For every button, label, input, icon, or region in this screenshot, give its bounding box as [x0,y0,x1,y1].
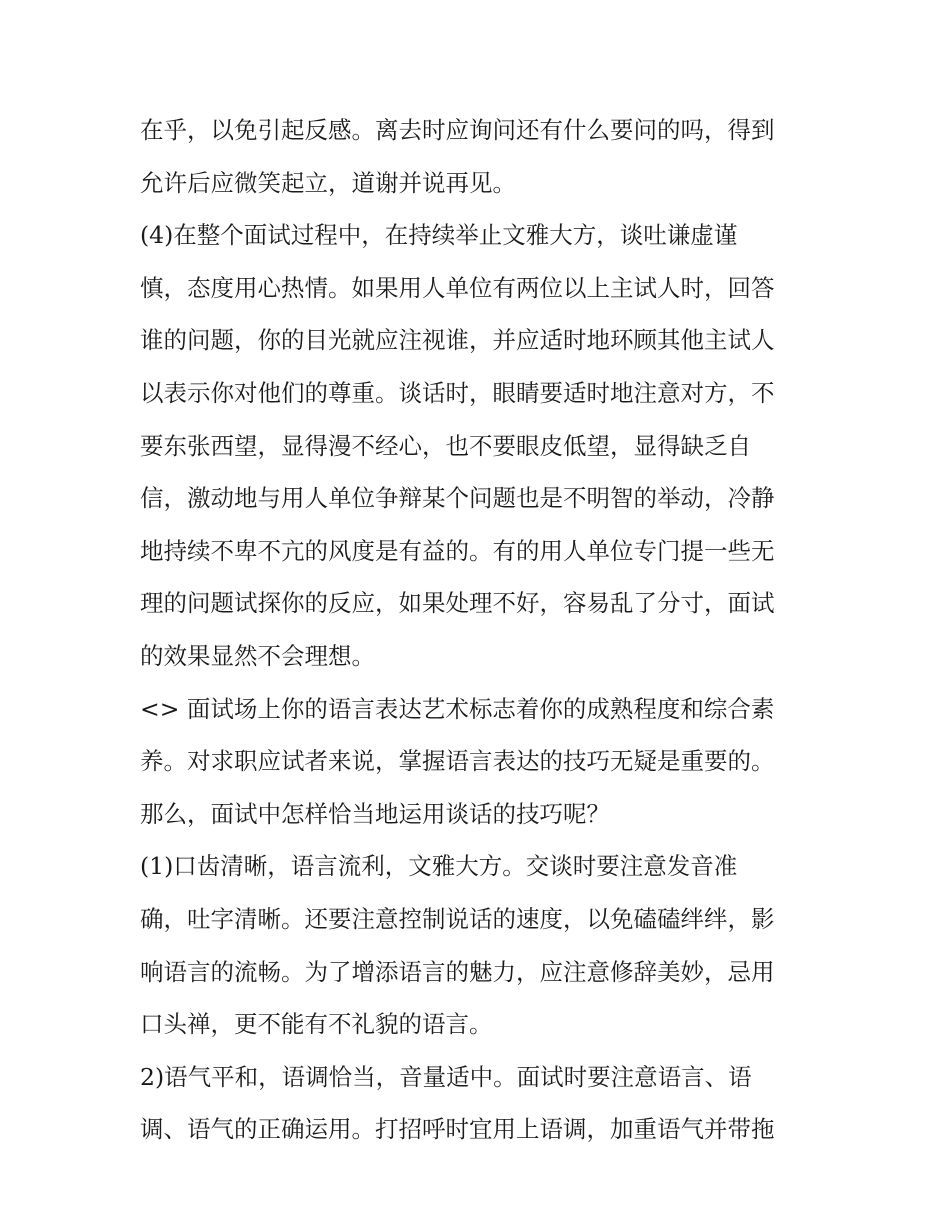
text-line: 养。对求职应试者来说，掌握语言表达的技巧无疑是重要的。 [140,747,775,776]
text-line: 谁的问题，你的目光就应注视谁，并应适时地环顾其他主试人 [140,326,775,355]
text-line: 调、语气的正确运用。打招呼时宜用上语调，加重语气并带拖 [140,1115,775,1144]
text-line: 慎，态度用心热情。如果用人单位有两位以上主试人时，回答 [140,273,775,302]
text-line: 要东张西望，显得漫不经心，也不要眼皮低望，显得缺乏自 [140,431,751,460]
text-line: 的效果显然不会理想。 [140,641,375,670]
text-line: (4)在整个面试过程中，在持续举止文雅大方，谈吐谦虚谨 [140,221,738,250]
body-text [140,108,820,1160]
text-line: 确，吐字清晰。还要注意控制说话的速度，以免磕磕绊绊，影 [140,904,775,933]
text-line: 理的问题试探你的反应，如果处理不好，容易乱了分寸，面试 [140,589,775,618]
text-line: 以表示你对他们的尊重。谈话时，眼睛要适时地注意对方，不 [140,378,775,407]
text-line: 地持续不卑不亢的风度是有益的。有的用人单位专门提一些无 [140,536,775,565]
text-line: 那么，面试中怎样恰当地运用谈话的技巧呢？ [140,799,610,828]
text-line: <> 面试场上你的语言表达艺术标志着你的成熟程度和综合素 [140,694,775,723]
text-line: 口头禅，更不能有不礼貌的语言。 [140,1010,493,1039]
text-line: (1)口齿清晰，语言流利，文雅大方。交谈时要注意发音准 [140,852,738,881]
text-line: 允许后应微笑起立，道谢并说再见。 [140,168,516,197]
text-line: 响语言的流畅。为了增添语言的魅力，应注意修辞美妙，忌用 [140,957,775,986]
text-line: 信，激动地与用人单位争辩某个问题也是不明智的举动，冷静 [140,484,775,513]
text-line: 2)语气平和，语调恰当，音量适中。面试时要注意语言、语 [140,1062,752,1091]
text-line: 在乎，以免引起反感。离去时应询问还有什么要问的吗，得到 [140,116,775,144]
